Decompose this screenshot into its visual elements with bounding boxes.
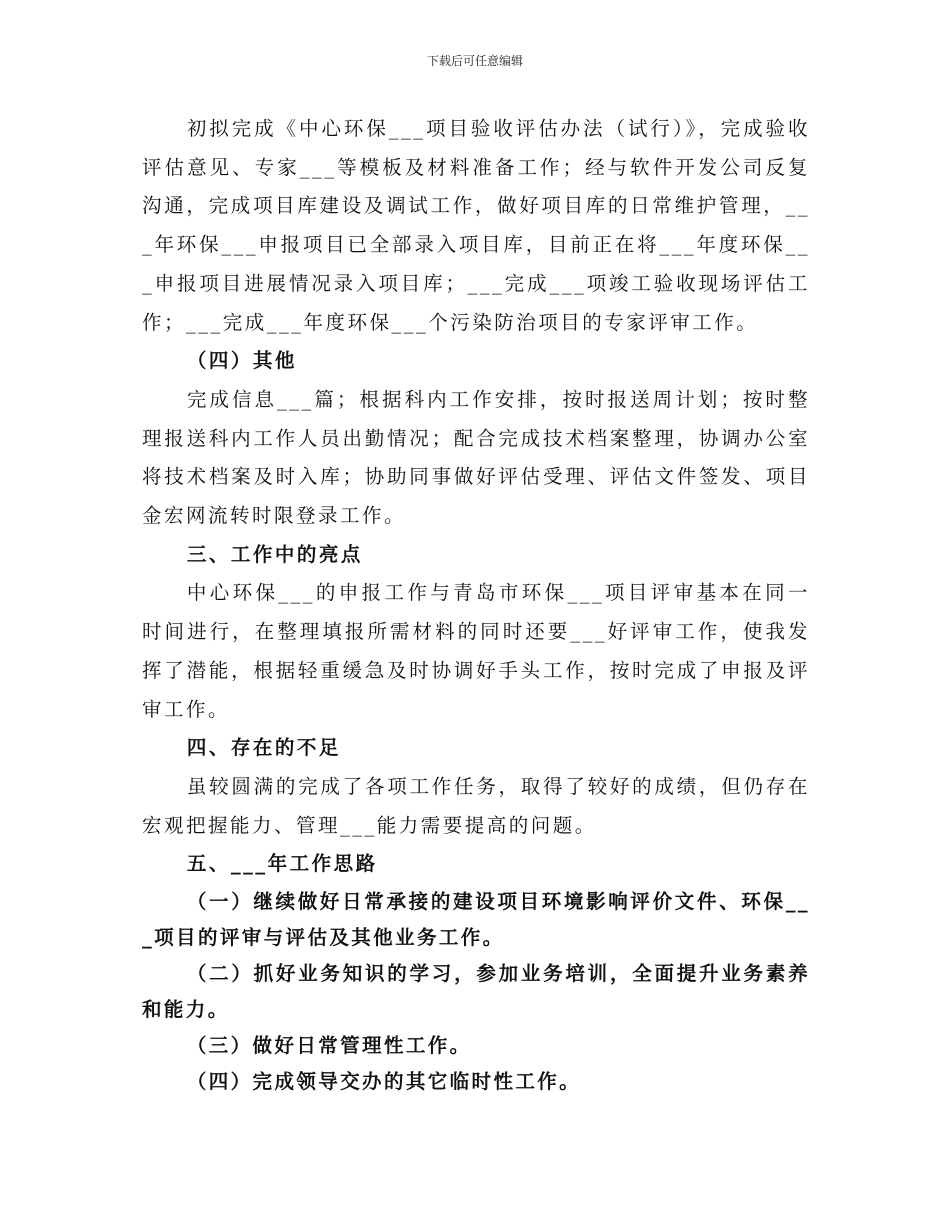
- plan-item-1: （一）继续做好日常承接的建设项目环境影响评价文件、环保___项目的评审与评估及其他业务工作。: [142, 890, 810, 950]
- plan-item-2: （二）抓好业务知识的学习，参加业务培训，全面提升业务素养和能力。: [142, 962, 810, 1022]
- header-note: 下载后可任意编辑: [426, 54, 523, 68]
- document-body: [142, 110, 810, 1100]
- paragraph-acceptance-evaluation: 初拟完成《中心环保___项目验收评估办法（试行）》，完成验收评估意见、专家___等模板及材料准备工作；经与软件开发公司反复沟通，完成项目库建设及调试工作，做好项目库的日常维护管理，___年环保___申报项目已全部录入项目库，目前正在将___年度环保___申报项目进展情况录入项目库；___完成___项竣工验收现场评估工作；___完成___年度环保___个污染防治项目的专家评审工作。: [142, 117, 810, 334]
- plan-item-3: （三）做好日常管理性工作。: [186, 1034, 472, 1058]
- heading-highlights: 三、工作中的亮点: [186, 542, 363, 566]
- paragraph-highlights: 中心环保___的申报工作与青岛市环保___项目评审基本在同一时间进行，在整理填报所需材料的同时还要___好评审工作，使我发挥了潜能，根据轻重缓急及时协调好手头工作，按时完成了申报及评审工作。: [142, 581, 810, 721]
- heading-work-plan: 五、___年工作思路: [186, 852, 378, 876]
- heading-other: （四）其他: [186, 349, 297, 373]
- paragraph-other: 完成信息___篇；根据科内工作安排，按时报送周计划；按时整理报送科内工作人员出勤情况；配合完成技术档案整理，协调办公室将技术档案及时入库；协助同事做好评估受理、评估文件签发、项目金宏网流转时限登录工作。: [142, 387, 810, 528]
- plan-item-4: （四）完成领导交办的其它临时性工作。: [186, 1070, 582, 1094]
- heading-shortcomings: 四、存在的不足: [186, 736, 341, 760]
- paragraph-shortcomings: 虽较圆满的完成了各项工作任务，取得了较好的成绩，但仍存在宏观把握能力、管理___能力需要提高的问题。: [142, 774, 810, 837]
